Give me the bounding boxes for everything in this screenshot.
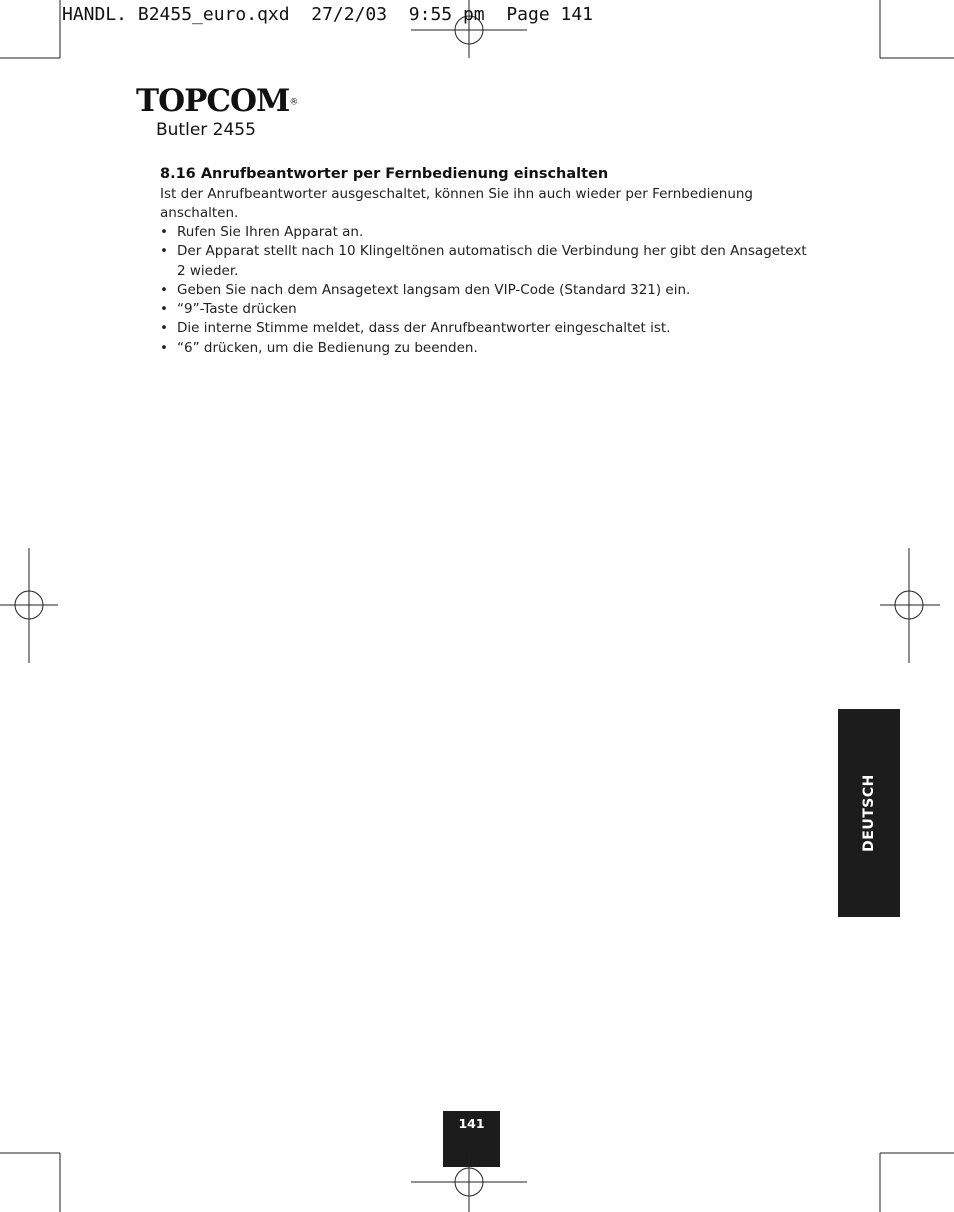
registered-mark: ® (289, 97, 299, 108)
logo-wordmark: TOPCOM (136, 83, 290, 119)
list-item: • Die interne Stimme meldet, dass der Anrufbeantworter eingeschaltet ist. (160, 319, 810, 338)
bullet-icon: • (160, 281, 168, 298)
list-item: • “9”-Taste drücken (160, 300, 810, 319)
list-item: • Rufen Sie Ihren Apparat an. (160, 223, 810, 242)
section-title: 8.16 Anrufbeantworter per Fernbedienung einschalten (160, 166, 609, 182)
bullet-icon: • (160, 301, 168, 318)
bullet-icon: • (160, 320, 168, 337)
bullet-icon: • (160, 224, 168, 240)
section-intro: Ist der Anrufbeantworter ausgeschaltet, können Sie ihn auch wieder per Fernbedienung anschalten. (160, 186, 754, 221)
language-tab-label: DEUTSCH (861, 774, 877, 852)
list-item: • Der Apparat stellt nach 10 Klingeltönen automatisch die Verbindung her gibt den Ansagetext 2 wieder. (160, 243, 807, 279)
bullet-icon: • (160, 339, 168, 356)
list-item: • “6” drücken, um die Bedienung zu beenden. (160, 339, 810, 358)
page-number: 141 (458, 1116, 485, 1131)
model-name: Butler 2455 (156, 120, 256, 140)
bullet-icon: • (160, 243, 168, 260)
list-item: • Geben Sie nach dem Ansagetext langsam den VIP-Code (Standard 321) ein. (160, 281, 810, 300)
print-slug-line: HANDL. B2455_euro.qxd 27/2/03 9:55 pm Page 141 (62, 4, 594, 25)
